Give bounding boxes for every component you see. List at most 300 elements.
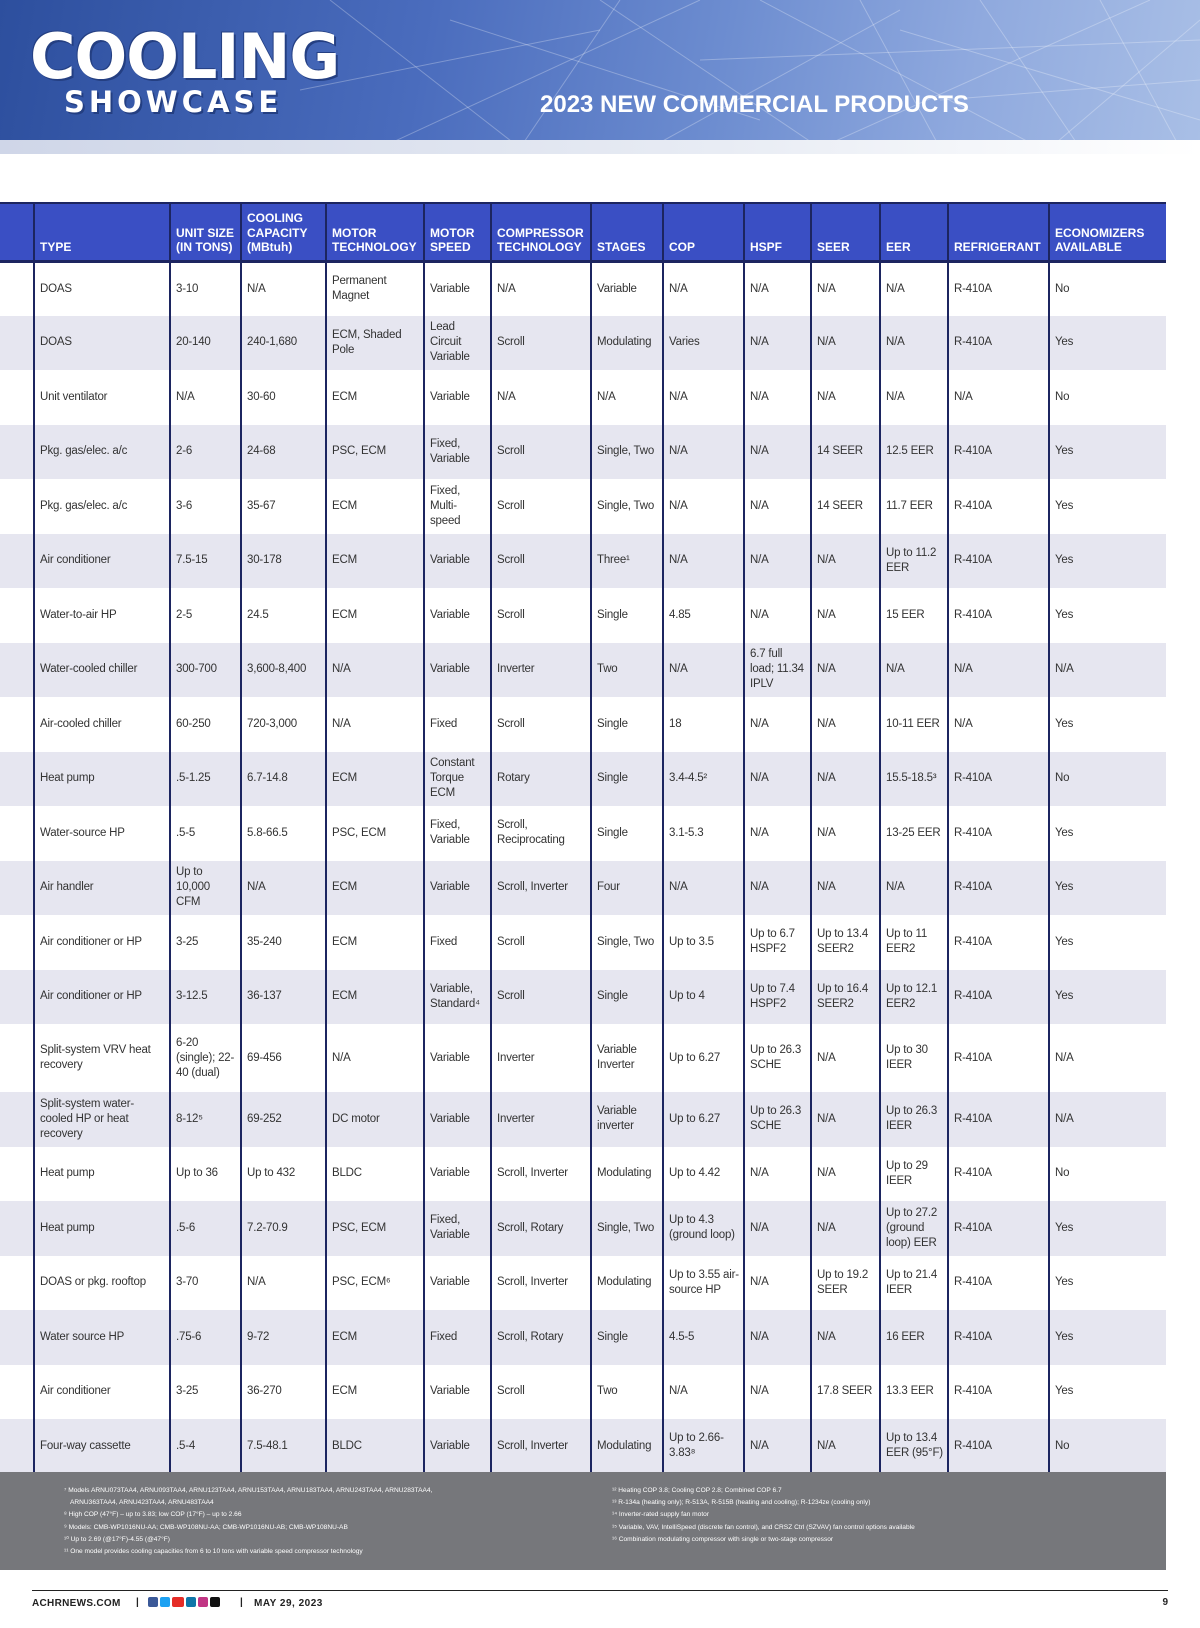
page-number: 9 <box>1162 1597 1168 1608</box>
row-gutter <box>0 970 34 1025</box>
table-cell: N/A <box>326 1024 424 1092</box>
table-cell: Water-cooled chiller <box>34 643 170 698</box>
table-cell: Scroll <box>491 425 591 480</box>
table-cell: Variable inverter <box>591 1092 663 1147</box>
table-cell: ECM, Shaded Pole <box>326 316 424 371</box>
table-row <box>0 1256 1166 1311</box>
table-cell: N/A <box>880 261 948 316</box>
table-cell: N/A <box>811 1147 880 1202</box>
table-cell: ECM <box>326 970 424 1025</box>
table-cell: Air handler <box>34 861 170 916</box>
footnotes-left <box>64 1485 584 1558</box>
table-cell: R-410A <box>948 316 1049 371</box>
table-cell: DOAS <box>34 316 170 371</box>
table-cell: R-410A <box>948 261 1049 316</box>
column-header: ECONOMIZERS AVAILABLE <box>1049 203 1166 261</box>
footnote: ¹⁴ Inverter-rated supply fan motor <box>612 1511 710 1519</box>
table-cell: 2-5 <box>170 588 241 643</box>
table-cell: N/A <box>744 370 811 425</box>
table-cell: Variable <box>424 1147 491 1202</box>
table-cell: N/A <box>744 752 811 807</box>
logo-showcase: SHOWCASE <box>64 85 283 119</box>
table-cell: N/A <box>744 316 811 371</box>
table-cell: PSC, ECM <box>326 1201 424 1256</box>
table-cell: R-410A <box>948 1024 1049 1092</box>
table-cell: N/A <box>811 1201 880 1256</box>
table-cell: DOAS <box>34 261 170 316</box>
table-cell: Variable Inverter <box>591 1024 663 1092</box>
table-cell: Constant Torque ECM <box>424 752 491 807</box>
column-header: TYPE <box>34 203 170 261</box>
table-row <box>0 643 1166 698</box>
footnote: ⁸ High COP (47°F) – up to 3.83; low COP (17°F) – up to 2.66 <box>64 1511 242 1519</box>
table-cell: R-410A <box>948 806 1049 861</box>
table-cell: R-410A <box>948 534 1049 589</box>
table-cell: R-410A <box>948 479 1049 534</box>
table-cell: Single <box>591 697 663 752</box>
footer-separator: | <box>240 1597 243 1608</box>
table-cell: Single, Two <box>591 479 663 534</box>
table-cell: ECM <box>326 479 424 534</box>
site-link[interactable]: ACHRNEWS.COM <box>32 1598 121 1609</box>
table-cell: 3-6 <box>170 479 241 534</box>
table-cell: Up to 11 EER2 <box>880 915 948 970</box>
table-cell: N/A <box>811 1024 880 1092</box>
row-gutter <box>0 806 34 861</box>
footnote: ¹⁶ Combination modulating compressor with single or two-stage compressor <box>612 1535 834 1543</box>
table-cell: Air conditioner or HP <box>34 915 170 970</box>
table-cell: N/A <box>744 1201 811 1256</box>
table-cell: 36-270 <box>241 1365 326 1420</box>
table-cell: R-410A <box>948 1147 1049 1202</box>
table-cell: Variable <box>424 534 491 589</box>
table-cell: N/A <box>811 534 880 589</box>
table-cell: Variable <box>424 588 491 643</box>
table-cell: 15.5-18.5³ <box>880 752 948 807</box>
table-cell: Yes <box>1049 915 1166 970</box>
column-header: UNIT SIZE (IN TONS) <box>170 203 241 261</box>
table-cell: N/A <box>811 1092 880 1147</box>
table-cell: BLDC <box>326 1419 424 1474</box>
table-cell: 3-12.5 <box>170 970 241 1025</box>
row-gutter <box>0 1201 34 1256</box>
table-cell: Air conditioner <box>34 534 170 589</box>
table-cell: Inverter <box>491 643 591 698</box>
table-cell: Four <box>591 861 663 916</box>
table-cell: DOAS or pkg. rooftop <box>34 1256 170 1311</box>
table-cell: No <box>1049 1147 1166 1202</box>
table-cell: N/A <box>744 479 811 534</box>
social-icons <box>148 1597 220 1607</box>
table-cell: N/A <box>744 1310 811 1365</box>
table-cell: Up to 3.55 air-source HP <box>663 1256 744 1311</box>
table-cell: R-410A <box>948 588 1049 643</box>
table-cell: Variable <box>424 1024 491 1092</box>
table-row <box>0 425 1166 480</box>
facebook-icon[interactable] <box>148 1597 158 1607</box>
table-cell: N/A <box>241 861 326 916</box>
table-cell: Variable <box>424 643 491 698</box>
table-cell: Yes <box>1049 425 1166 480</box>
table-cell: N/A <box>811 861 880 916</box>
column-header: COMPRESSOR TECHNOLOGY <box>491 203 591 261</box>
table-cell: Up to 21.4 IEER <box>880 1256 948 1311</box>
table-cell: Variable <box>424 1092 491 1147</box>
table-cell: 3-70 <box>170 1256 241 1311</box>
table-cell: Inverter <box>491 1092 591 1147</box>
table-cell: Water-to-air HP <box>34 588 170 643</box>
table-row <box>0 1310 1166 1365</box>
row-gutter <box>0 643 34 698</box>
table-cell: N/A <box>948 370 1049 425</box>
footnote: ¹² Heating COP 3.8; Cooling COP 2.8; Combined COP 6.7 <box>612 1487 782 1494</box>
table-cell: 36-137 <box>241 970 326 1025</box>
table-cell: Two <box>591 643 663 698</box>
table-cell: Fixed <box>424 697 491 752</box>
table-row <box>0 316 1166 371</box>
instagram-icon[interactable] <box>198 1597 208 1607</box>
table-cell: Up to 4 <box>663 970 744 1025</box>
table-cell: Yes <box>1049 970 1166 1025</box>
row-gutter <box>0 588 34 643</box>
table-cell: 60-250 <box>170 697 241 752</box>
table-row <box>0 1419 1166 1474</box>
table-cell: N/A <box>241 261 326 316</box>
table-cell: N/A <box>880 643 948 698</box>
table-cell: 24.5 <box>241 588 326 643</box>
table-cell: N/A <box>1049 1024 1166 1092</box>
table-cell: N/A <box>744 861 811 916</box>
table-cell: 6-20 (single); 22-40 (dual) <box>170 1024 241 1092</box>
table-cell: Fixed, Multi-speed <box>424 479 491 534</box>
table-cell: N/A <box>663 1365 744 1420</box>
table-cell: Single <box>591 588 663 643</box>
tiktok-icon[interactable] <box>210 1597 220 1607</box>
table-cell: Heat pump <box>34 1147 170 1202</box>
table-cell: 240-1,680 <box>241 316 326 371</box>
table-cell: Up to 13.4 SEER2 <box>811 915 880 970</box>
table-cell: Modulating <box>591 1256 663 1311</box>
table-cell: Up to 30 IEER <box>880 1024 948 1092</box>
table-cell: Scroll, Inverter <box>491 1147 591 1202</box>
table-cell: Yes <box>1049 588 1166 643</box>
table-cell: N/A <box>744 1419 811 1474</box>
table-cell: Three¹ <box>591 534 663 589</box>
table-cell: R-410A <box>948 1201 1049 1256</box>
table-cell: N/A <box>591 370 663 425</box>
table-cell: 35-240 <box>241 915 326 970</box>
table-cell: Modulating <box>591 1419 663 1474</box>
table-cell: Up to 13.4 EER (95°F) <box>880 1419 948 1474</box>
table-cell: Variable <box>424 370 491 425</box>
table-cell: Modulating <box>591 316 663 371</box>
table-cell: R-410A <box>948 970 1049 1025</box>
row-gutter <box>0 1147 34 1202</box>
table-cell: N/A <box>811 1419 880 1474</box>
table-cell: N/A <box>880 861 948 916</box>
table-cell: Single, Two <box>591 915 663 970</box>
table-cell: 30-60 <box>241 370 326 425</box>
table-cell: Variable <box>424 1256 491 1311</box>
table-row <box>0 861 1166 916</box>
table-cell: Fixed, Variable <box>424 425 491 480</box>
table-cell: N/A <box>1049 1092 1166 1147</box>
table-cell: Varies <box>663 316 744 371</box>
table-cell: Yes <box>1049 316 1166 371</box>
table-row <box>0 1201 1166 1256</box>
table-cell: Fixed <box>424 1310 491 1365</box>
table-cell: Scroll, Inverter <box>491 1256 591 1311</box>
table-cell: R-410A <box>948 1092 1049 1147</box>
table-cell: 3.4-4.5² <box>663 752 744 807</box>
table-cell: Fixed, Variable <box>424 1201 491 1256</box>
table-cell: 6.7 full load; 11.34 IPLV <box>744 643 811 698</box>
table-cell: 3-25 <box>170 1365 241 1420</box>
table-cell: ECM <box>326 534 424 589</box>
table-cell: Scroll <box>491 534 591 589</box>
table-cell: Two <box>591 1365 663 1420</box>
table-cell: No <box>1049 370 1166 425</box>
row-gutter <box>0 697 34 752</box>
table-row <box>0 970 1166 1025</box>
table-cell: 7.2-70.9 <box>241 1201 326 1256</box>
table-cell: 17.8 SEER <box>811 1365 880 1420</box>
table-cell: Up to 29 IEER <box>880 1147 948 1202</box>
table-row <box>0 1147 1166 1202</box>
table-cell: N/A <box>326 697 424 752</box>
footnote: ¹⁰ Up to 2.69 (@17°F)-4.55 (@47°F) <box>64 1535 170 1543</box>
table-cell: N/A <box>811 316 880 371</box>
footnotes-panel <box>0 1472 1166 1570</box>
table-cell: Yes <box>1049 479 1166 534</box>
table-cell: 3.1-5.3 <box>663 806 744 861</box>
table-cell: Scroll, Inverter <box>491 861 591 916</box>
column-header: EER <box>880 203 948 261</box>
table-cell: .5-4 <box>170 1419 241 1474</box>
table-cell: Yes <box>1049 1201 1166 1256</box>
table-cell: R-410A <box>948 861 1049 916</box>
table-cell: Unit ventilator <box>34 370 170 425</box>
table-cell: 69-252 <box>241 1092 326 1147</box>
table-cell: 16 EER <box>880 1310 948 1365</box>
table-cell: 35-67 <box>241 479 326 534</box>
table-row <box>0 479 1166 534</box>
table-cell: 300-700 <box>170 643 241 698</box>
table-cell: Inverter <box>491 1024 591 1092</box>
table-cell: Scroll <box>491 588 591 643</box>
row-gutter <box>0 1256 34 1311</box>
table-cell: Yes <box>1049 1365 1166 1420</box>
footer-rule <box>32 1590 1168 1591</box>
table-cell: Yes <box>1049 861 1166 916</box>
table-cell: Fixed, Variable <box>424 806 491 861</box>
table-cell: ECM <box>326 1310 424 1365</box>
logo-cooling: COOLING <box>30 20 340 93</box>
table-cell: N/A <box>170 370 241 425</box>
table-cell: Up to 3.5 <box>663 915 744 970</box>
table-cell: 30-178 <box>241 534 326 589</box>
table-cell: R-410A <box>948 915 1049 970</box>
table-cell: Up to 7.4 HSPF2 <box>744 970 811 1025</box>
table-cell: Single <box>591 970 663 1025</box>
table-cell: Up to 432 <box>241 1147 326 1202</box>
table-cell: Single, Two <box>591 1201 663 1256</box>
footnote: ⁹ Models: CMB-WP1016NU-AA; CMB-WP108NU-AA; CMB-WP1016NU-AB; CMB-WP108NU-AB <box>64 1523 348 1531</box>
column-header: SEER <box>811 203 880 261</box>
table-cell: 8-12⁵ <box>170 1092 241 1147</box>
table-cell: 3,600-8,400 <box>241 643 326 698</box>
footnote: ⁷ Models ARNU073TAA4, ARNU093TAA4, ARNU123TAA4, ARNU153TAA4, ARNU183TAA4, ARNU243TAA4, ARNU283TAA4, <box>64 1487 433 1494</box>
footnote: ¹³ R-134a (heating only); R-513A, R-515B (heating and cooling); R-1234ze (cooling only) <box>612 1499 871 1507</box>
table-cell: N/A <box>241 1256 326 1311</box>
table-cell: R-410A <box>948 1365 1049 1420</box>
table-cell: Scroll, Inverter <box>491 1419 591 1474</box>
table-cell: Up to 6.27 <box>663 1024 744 1092</box>
table-cell: Single <box>591 806 663 861</box>
table-cell: Up to 4.42 <box>663 1147 744 1202</box>
table-cell: 18 <box>663 697 744 752</box>
table-cell: Variable <box>591 261 663 316</box>
table-cell: R-410A <box>948 1310 1049 1365</box>
table-cell: N/A <box>811 588 880 643</box>
table-cell: ECM <box>326 370 424 425</box>
table-cell: 5.8-66.5 <box>241 806 326 861</box>
table-cell: No <box>1049 261 1166 316</box>
table-cell: N/A <box>663 370 744 425</box>
table-cell: 4.5-5 <box>663 1310 744 1365</box>
table-cell: N/A <box>948 697 1049 752</box>
table-cell: ECM <box>326 1365 424 1420</box>
row-gutter <box>0 534 34 589</box>
table-cell: PSC, ECM <box>326 425 424 480</box>
table-row <box>0 915 1166 970</box>
table-cell: Up to 27.2 (ground loop) EER <box>880 1201 948 1256</box>
table-cell: 9-72 <box>241 1310 326 1365</box>
table-cell: N/A <box>491 370 591 425</box>
column-header: REFRIGERANT <box>948 203 1049 261</box>
table-cell: Rotary <box>491 752 591 807</box>
table-row <box>0 261 1166 316</box>
table-cell: Split-system VRV heat recovery <box>34 1024 170 1092</box>
table-cell: Scroll <box>491 316 591 371</box>
youtube-icon[interactable] <box>172 1597 184 1607</box>
table-row <box>0 806 1166 861</box>
table-cell: Up to 36 <box>170 1147 241 1202</box>
table-cell: 24-68 <box>241 425 326 480</box>
table-cell: Scroll <box>491 915 591 970</box>
table-cell: N/A <box>811 697 880 752</box>
table-row <box>0 588 1166 643</box>
table-cell: 14 SEER <box>811 479 880 534</box>
table-cell: ECM <box>326 915 424 970</box>
footnote: ¹⁵ Variable, VAV, IntelliSpeed (discrete fan control), and CRSZ Ctrl (SZVAV) fan control options available <box>612 1523 915 1531</box>
table-cell: .5-5 <box>170 806 241 861</box>
row-gutter <box>0 1365 34 1420</box>
table-cell: N/A <box>880 370 948 425</box>
table-cell: Variable, Standard⁴ <box>424 970 491 1025</box>
table-cell: Up to 4.3 (ground loop) <box>663 1201 744 1256</box>
table-cell: Heat pump <box>34 752 170 807</box>
table-cell: N/A <box>811 806 880 861</box>
table-cell: 10-11 EER <box>880 697 948 752</box>
table-cell: Split-system water-cooled HP or heat recovery <box>34 1092 170 1147</box>
table-cell: N/A <box>663 861 744 916</box>
table-cell: Scroll, Rotary <box>491 1310 591 1365</box>
table-cell: N/A <box>744 425 811 480</box>
table-cell: Modulating <box>591 1147 663 1202</box>
table-cell: ECM <box>326 861 424 916</box>
row-gutter <box>0 1092 34 1147</box>
banner-divider <box>0 140 1200 154</box>
row-gutter <box>0 316 34 371</box>
twitter-icon[interactable] <box>160 1597 170 1607</box>
table-cell: .75-6 <box>170 1310 241 1365</box>
table-cell: 720-3,000 <box>241 697 326 752</box>
table-cell: N/A <box>811 643 880 698</box>
table-row <box>0 1024 1166 1092</box>
row-gutter <box>0 370 34 425</box>
table-cell: PSC, ECM <box>326 806 424 861</box>
row-gutter <box>0 1310 34 1365</box>
footnotes-right <box>612 1485 1152 1546</box>
table-cell: PSC, ECM⁶ <box>326 1256 424 1311</box>
column-header: MOTOR SPEED <box>424 203 491 261</box>
table-cell: DC motor <box>326 1092 424 1147</box>
table-cell: Up to 10,000 CFM <box>170 861 241 916</box>
table-cell: Variable <box>424 861 491 916</box>
table-cell: 69-456 <box>241 1024 326 1092</box>
row-gutter <box>0 261 34 316</box>
table-cell: N/A <box>663 261 744 316</box>
table-cell: No <box>1049 1419 1166 1474</box>
table-cell: 12.5 EER <box>880 425 948 480</box>
table-cell: No <box>1049 752 1166 807</box>
table-cell: 13-25 EER <box>880 806 948 861</box>
linkedin-icon[interactable] <box>186 1597 196 1607</box>
table-cell: N/A <box>744 588 811 643</box>
table-cell: Single <box>591 752 663 807</box>
table-cell: N/A <box>948 643 1049 698</box>
table-cell: N/A <box>326 643 424 698</box>
table-cell: Pkg. gas/elec. a/c <box>34 425 170 480</box>
table-cell: .5-6 <box>170 1201 241 1256</box>
product-table <box>0 202 1166 1474</box>
table-cell: Yes <box>1049 1310 1166 1365</box>
table-cell: 11.7 EER <box>880 479 948 534</box>
table-cell: 4.85 <box>663 588 744 643</box>
table-cell: Fixed <box>424 915 491 970</box>
table-cell: 3-25 <box>170 915 241 970</box>
row-gutter <box>0 1419 34 1474</box>
footer-separator: | <box>136 1597 139 1608</box>
table-cell: N/A <box>811 370 880 425</box>
table-cell: N/A <box>811 261 880 316</box>
table-cell: N/A <box>744 534 811 589</box>
table-cell: Yes <box>1049 697 1166 752</box>
table-cell: N/A <box>744 1256 811 1311</box>
table-cell: Lead Circuit Variable <box>424 316 491 371</box>
column-header: STAGES <box>591 203 663 261</box>
banner-subtitle: 2023 NEW COMMERCIAL PRODUCTS <box>540 91 969 118</box>
table-cell: N/A <box>663 534 744 589</box>
table-cell: 3-10 <box>170 261 241 316</box>
table-row <box>0 697 1166 752</box>
table-cell: N/A <box>1049 643 1166 698</box>
table-cell: Yes <box>1049 806 1166 861</box>
page-footer <box>32 1596 1168 1612</box>
table-cell: Single <box>591 1310 663 1365</box>
table-cell: 7.5-48.1 <box>241 1419 326 1474</box>
